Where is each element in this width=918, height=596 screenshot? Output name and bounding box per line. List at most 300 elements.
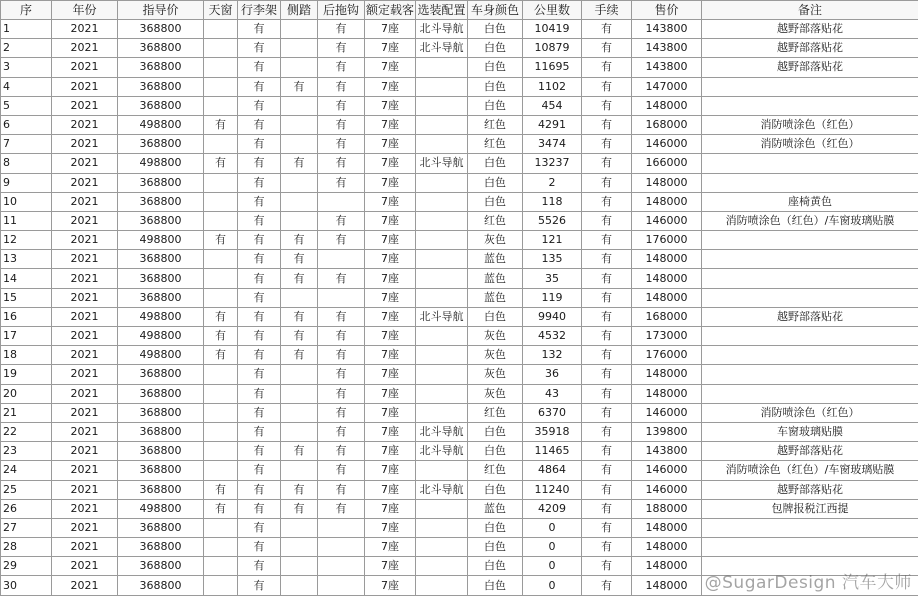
cell-tow-hook: 有 [318,384,365,403]
cell-year: 2021 [52,192,118,211]
cell-sunroof [204,250,238,269]
cell-mileage: 4532 [523,327,582,346]
cell-seq: 17 [1,327,52,346]
cell-sale-price: 143800 [632,20,702,39]
cell-paperwork: 有 [582,96,632,115]
cell-remarks [702,250,918,269]
table-body [1,20,918,596]
cell-guide-price: 368800 [118,96,204,115]
cell-color: 白色 [468,442,523,461]
cell-mileage: 119 [523,288,582,307]
cell-paperwork: 有 [582,518,632,537]
cell-option [416,576,468,595]
cell-paperwork: 有 [582,211,632,230]
cell-option [416,250,468,269]
cell-seats: 7座 [365,269,416,288]
cell-color: 白色 [468,154,523,173]
cell-tow-hook: 有 [318,422,365,441]
cell-option [416,327,468,346]
cell-mileage: 2 [523,173,582,192]
cell-side-step [281,192,318,211]
cell-sale-price: 148000 [632,538,702,557]
cell-remarks: 车窗玻璃贴膜 [702,422,918,441]
cell-color: 白色 [468,96,523,115]
cell-guide-price: 368800 [118,557,204,576]
cell-side-step [281,20,318,39]
cell-sunroof: 有 [204,154,238,173]
cell-tow-hook: 有 [318,499,365,518]
cell-option [416,96,468,115]
cell-roof-rack: 有 [238,39,281,58]
cell-seats: 7座 [365,96,416,115]
cell-remarks [702,365,918,384]
header-row [1,1,918,20]
cell-option [416,231,468,250]
cell-sale-price: 148000 [632,365,702,384]
cell-seats: 7座 [365,231,416,250]
cell-color: 灰色 [468,346,523,365]
cell-paperwork: 有 [582,250,632,269]
cell-year: 2021 [52,422,118,441]
cell-year: 2021 [52,135,118,154]
cell-seats: 7座 [365,442,416,461]
cell-tow-hook: 有 [318,231,365,250]
cell-seq: 1 [1,20,52,39]
cell-remarks [702,77,918,96]
cell-option [416,77,468,96]
header-paperwork: 手续 [582,1,632,20]
cell-remarks: 越野部落贴花 [702,58,918,77]
cell-paperwork: 有 [582,154,632,173]
cell-color: 白色 [468,39,523,58]
cell-year: 2021 [52,231,118,250]
cell-remarks: 越野部落贴花 [702,39,918,58]
cell-seq: 7 [1,135,52,154]
cell-paperwork: 有 [582,77,632,96]
cell-guide-price: 498800 [118,307,204,326]
cell-mileage: 121 [523,231,582,250]
cell-seats: 7座 [365,403,416,422]
cell-mileage: 11465 [523,442,582,461]
cell-mileage: 4209 [523,499,582,518]
cell-guide-price: 368800 [118,422,204,441]
cell-roof-rack: 有 [238,269,281,288]
cell-color: 白色 [468,557,523,576]
cell-mileage: 0 [523,538,582,557]
cell-tow-hook [318,538,365,557]
cell-remarks [702,538,918,557]
cell-sale-price: 143800 [632,58,702,77]
cell-mileage: 4291 [523,115,582,134]
cell-option [416,288,468,307]
cell-color: 灰色 [468,384,523,403]
cell-seq: 27 [1,518,52,537]
cell-remarks: 消防喷涂色（红色）/车窗玻璃贴膜 [702,211,918,230]
cell-mileage: 10879 [523,39,582,58]
cell-roof-rack: 有 [238,499,281,518]
cell-guide-price: 368800 [118,403,204,422]
cell-mileage: 0 [523,518,582,537]
table-row [1,115,918,134]
cell-roof-rack: 有 [238,403,281,422]
cell-year: 2021 [52,77,118,96]
cell-remarks: 消防喷涂色（红色） [702,115,918,134]
cell-mileage: 6370 [523,403,582,422]
cell-roof-rack: 有 [238,96,281,115]
cell-mileage: 118 [523,192,582,211]
cell-seq: 5 [1,96,52,115]
cell-color: 灰色 [468,365,523,384]
cell-remarks: 消防喷涂色（红色）/车窗玻璃贴膜 [702,461,918,480]
cell-year: 2021 [52,538,118,557]
cell-option: 北斗导航 [416,422,468,441]
cell-color: 白色 [468,480,523,499]
cell-sunroof [204,403,238,422]
cell-guide-price: 368800 [118,576,204,595]
cell-mileage: 1102 [523,77,582,96]
cell-guide-price: 368800 [118,135,204,154]
header-tow-hook: 后拖钩 [318,1,365,20]
cell-sale-price: 148000 [632,576,702,595]
cell-color: 红色 [468,403,523,422]
cell-seats: 7座 [365,365,416,384]
cell-remarks: 座椅黄色 [702,192,918,211]
cell-sunroof [204,192,238,211]
cell-mileage: 11695 [523,58,582,77]
cell-side-step: 有 [281,480,318,499]
cell-tow-hook: 有 [318,461,365,480]
cell-option [416,135,468,154]
cell-color: 红色 [468,461,523,480]
cell-roof-rack: 有 [238,250,281,269]
cell-side-step [281,384,318,403]
cell-color: 灰色 [468,231,523,250]
cell-color: 白色 [468,58,523,77]
cell-seats: 7座 [365,327,416,346]
cell-sunroof [204,288,238,307]
cell-option: 北斗导航 [416,154,468,173]
cell-paperwork: 有 [582,538,632,557]
cell-year: 2021 [52,480,118,499]
cell-year: 2021 [52,58,118,77]
cell-seats: 7座 [365,557,416,576]
header-remarks: 备注 [702,1,918,20]
cell-roof-rack: 有 [238,422,281,441]
cell-tow-hook: 有 [318,211,365,230]
cell-year: 2021 [52,39,118,58]
cell-side-step: 有 [281,307,318,326]
table-row [1,39,918,58]
header-sunroof: 天窗 [204,1,238,20]
cell-option [416,538,468,557]
cell-remarks [702,173,918,192]
cell-sale-price: 146000 [632,461,702,480]
cell-seq: 29 [1,557,52,576]
cell-option: 北斗导航 [416,480,468,499]
cell-year: 2021 [52,365,118,384]
cell-sunroof: 有 [204,480,238,499]
table-row [1,96,918,115]
cell-seats: 7座 [365,576,416,595]
cell-tow-hook: 有 [318,58,365,77]
cell-option [416,557,468,576]
cell-paperwork: 有 [582,58,632,77]
cell-tow-hook [318,518,365,537]
cell-paperwork: 有 [582,346,632,365]
cell-side-step [281,422,318,441]
cell-seq: 21 [1,403,52,422]
cell-mileage: 4864 [523,461,582,480]
cell-sale-price: 176000 [632,346,702,365]
cell-side-step [281,365,318,384]
cell-guide-price: 368800 [118,288,204,307]
cell-remarks: 越野部落贴花 [702,307,918,326]
cell-guide-price: 368800 [118,384,204,403]
cell-color: 灰色 [468,327,523,346]
cell-sale-price: 168000 [632,115,702,134]
cell-sunroof: 有 [204,307,238,326]
cell-side-step: 有 [281,442,318,461]
cell-option: 北斗导航 [416,20,468,39]
cell-sale-price: 148000 [632,384,702,403]
cell-option [416,192,468,211]
cell-seq: 30 [1,576,52,595]
cell-paperwork: 有 [582,288,632,307]
cell-tow-hook: 有 [318,346,365,365]
cell-sunroof: 有 [204,327,238,346]
cell-option [416,346,468,365]
cell-roof-rack: 有 [238,538,281,557]
cell-mileage: 35 [523,269,582,288]
cell-side-step [281,135,318,154]
cell-color: 白色 [468,307,523,326]
cell-side-step [281,96,318,115]
cell-sale-price: 148000 [632,96,702,115]
cell-color: 红色 [468,135,523,154]
cell-tow-hook: 有 [318,115,365,134]
table-row [1,346,918,365]
cell-sale-price: 146000 [632,480,702,499]
cell-seats: 7座 [365,422,416,441]
table-row [1,77,918,96]
cell-option [416,211,468,230]
cell-option [416,403,468,422]
table-row [1,307,918,326]
cell-tow-hook: 有 [318,480,365,499]
cell-sunroof [204,77,238,96]
cell-tow-hook [318,192,365,211]
table-row [1,173,918,192]
cell-seq: 3 [1,58,52,77]
cell-sale-price: 147000 [632,77,702,96]
cell-sunroof [204,39,238,58]
cell-guide-price: 498800 [118,154,204,173]
cell-tow-hook: 有 [318,173,365,192]
cell-sunroof: 有 [204,346,238,365]
cell-seats: 7座 [365,480,416,499]
cell-paperwork: 有 [582,365,632,384]
cell-side-step [281,173,318,192]
cell-guide-price: 368800 [118,461,204,480]
cell-paperwork: 有 [582,384,632,403]
cell-color: 蓝色 [468,269,523,288]
cell-paperwork: 有 [582,192,632,211]
header-year: 年份 [52,1,118,20]
header-color: 车身颜色 [468,1,523,20]
cell-paperwork: 有 [582,327,632,346]
cell-side-step [281,576,318,595]
cell-seats: 7座 [365,115,416,134]
cell-side-step [281,211,318,230]
cell-tow-hook: 有 [318,135,365,154]
cell-sunroof [204,96,238,115]
cell-option: 北斗导航 [416,307,468,326]
cell-sale-price: 146000 [632,211,702,230]
cell-seq: 4 [1,77,52,96]
table-row [1,269,918,288]
cell-sunroof: 有 [204,115,238,134]
cell-seq: 22 [1,422,52,441]
cell-seq: 24 [1,461,52,480]
cell-seats: 7座 [365,384,416,403]
cell-seats: 7座 [365,461,416,480]
cell-year: 2021 [52,384,118,403]
cell-sunroof [204,442,238,461]
cell-remarks: 越野部落贴花 [702,480,918,499]
cell-roof-rack: 有 [238,346,281,365]
cell-paperwork: 有 [582,307,632,326]
cell-sale-price: 143800 [632,39,702,58]
cell-seats: 7座 [365,250,416,269]
cell-guide-price: 368800 [118,58,204,77]
cell-paperwork: 有 [582,231,632,250]
cell-seq: 19 [1,365,52,384]
cell-sale-price: 148000 [632,557,702,576]
cell-tow-hook: 有 [318,96,365,115]
cell-year: 2021 [52,557,118,576]
cell-tow-hook: 有 [318,365,365,384]
cell-sale-price: 148000 [632,173,702,192]
cell-color: 白色 [468,173,523,192]
cell-roof-rack: 有 [238,77,281,96]
table-row [1,288,918,307]
header-seats: 额定载客 [365,1,416,20]
cell-remarks: 包牌报税江西提 [702,499,918,518]
cell-seq: 6 [1,115,52,134]
cell-guide-price: 368800 [118,39,204,58]
cell-year: 2021 [52,250,118,269]
cell-remarks: 越野部落贴花 [702,442,918,461]
cell-option [416,461,468,480]
cell-side-step: 有 [281,327,318,346]
table-row [1,384,918,403]
cell-sale-price: 146000 [632,403,702,422]
cell-year: 2021 [52,154,118,173]
cell-year: 2021 [52,461,118,480]
cell-side-step [281,39,318,58]
cell-sunroof [204,20,238,39]
cell-roof-rack: 有 [238,518,281,537]
cell-remarks [702,384,918,403]
cell-seats: 7座 [365,77,416,96]
cell-seats: 7座 [365,538,416,557]
cell-side-step [281,538,318,557]
cell-color: 红色 [468,211,523,230]
cell-roof-rack: 有 [238,307,281,326]
cell-sunroof: 有 [204,499,238,518]
cell-paperwork: 有 [582,557,632,576]
cell-year: 2021 [52,346,118,365]
cell-guide-price: 368800 [118,365,204,384]
cell-guide-price: 368800 [118,77,204,96]
cell-tow-hook [318,288,365,307]
cell-seats: 7座 [365,192,416,211]
cell-seq: 11 [1,211,52,230]
cell-paperwork: 有 [582,20,632,39]
cell-sunroof [204,58,238,77]
cell-sale-price: 139800 [632,422,702,441]
cell-remarks [702,96,918,115]
cell-roof-rack: 有 [238,115,281,134]
cell-color: 蓝色 [468,250,523,269]
cell-sunroof [204,557,238,576]
table-row [1,461,918,480]
cell-sunroof: 有 [204,231,238,250]
cell-mileage: 9940 [523,307,582,326]
cell-side-step: 有 [281,346,318,365]
cell-year: 2021 [52,20,118,39]
cell-side-step [281,461,318,480]
cell-sale-price: 148000 [632,192,702,211]
cell-remarks [702,231,918,250]
cell-seq: 12 [1,231,52,250]
cell-roof-rack: 有 [238,192,281,211]
cell-mileage: 11240 [523,480,582,499]
cell-remarks [702,154,918,173]
cell-option [416,499,468,518]
cell-remarks: 越野部落贴花 [702,20,918,39]
cell-side-step: 有 [281,77,318,96]
table-row [1,480,918,499]
cell-guide-price: 368800 [118,192,204,211]
cell-side-step: 有 [281,499,318,518]
cell-roof-rack: 有 [238,211,281,230]
cell-guide-price: 498800 [118,231,204,250]
cell-sale-price: 148000 [632,288,702,307]
cell-mileage: 454 [523,96,582,115]
cell-tow-hook: 有 [318,20,365,39]
table-row [1,135,918,154]
cell-year: 2021 [52,499,118,518]
cell-mileage: 35918 [523,422,582,441]
table-row [1,365,918,384]
cell-tow-hook: 有 [318,39,365,58]
cell-guide-price: 498800 [118,327,204,346]
cell-option [416,518,468,537]
cell-sunroof [204,576,238,595]
cell-guide-price: 368800 [118,480,204,499]
cell-sale-price: 148000 [632,269,702,288]
table-row [1,327,918,346]
cell-paperwork: 有 [582,499,632,518]
cell-sunroof [204,422,238,441]
cell-seq: 10 [1,192,52,211]
cell-remarks [702,346,918,365]
table-row [1,499,918,518]
cell-guide-price: 368800 [118,442,204,461]
cell-paperwork: 有 [582,269,632,288]
table-row [1,518,918,537]
